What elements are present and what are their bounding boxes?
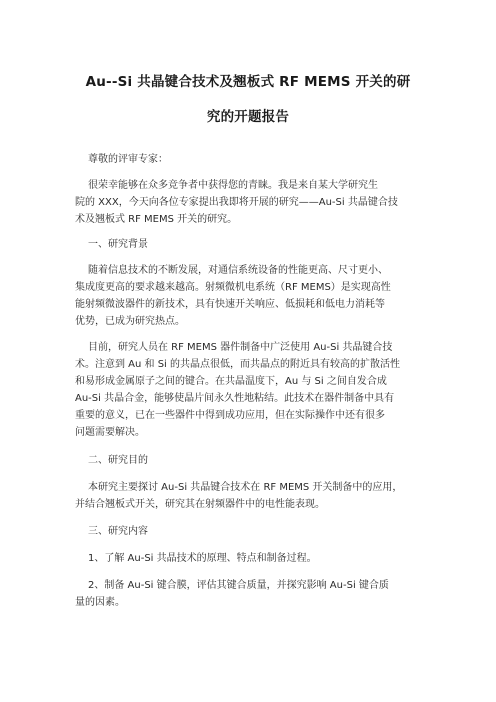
- background-para2-line: 和易形成金属原子之间的键合。在共晶温度下，Au 与 Si 之间自发合成: [75, 376, 387, 387]
- background-para2-line: Au-Si 共晶合金，能够使晶片间永久性地粘结。此技术在器件制备中具有: [75, 393, 395, 404]
- greeting: 尊敬的评审专家：: [88, 154, 168, 165]
- section-heading-background: 一、研究背景: [88, 239, 148, 250]
- report-title-line-1: Au--Si 共晶键合技术及翘板式 RF MEMS 开关的研: [85, 74, 411, 90]
- background-para2-line: 目前，研究人员在 RF MEMS 器件制备中广泛使用 Au-Si 共晶键合技: [88, 342, 393, 353]
- intro-line: 很荣幸能够在众多竞争者中获得您的青睐。我是来自某大学研究生: [88, 180, 378, 191]
- purpose-para-line: 并结合翘板式开关，研究其在射频器件中的电性能表现。: [75, 499, 325, 510]
- report-title-line-2: 究的开题报告: [206, 109, 290, 125]
- background-para1-line: 能射频微波器件的新技术，具有快速开关响应、低损耗和低电力消耗等: [75, 299, 385, 310]
- background-para1-line: 随着信息技术的不断发展，对通信系统设备的性能更高、尺寸更小、: [88, 265, 388, 276]
- section-heading-purpose: 二、研究目的: [88, 455, 148, 466]
- section-heading-content: 三、研究内容: [88, 526, 148, 537]
- background-para2-line: 问题需要解决。: [75, 427, 145, 438]
- background-para2-line: 术。注意到 Au 和 Si 的共晶点很低，而共晶点的附近具有较高的扩散活性: [75, 359, 401, 370]
- intro-line: 院的 XXX，今天向各位专家提出我即将开展的研究——Au-Si 共晶键合技: [75, 197, 398, 208]
- intro-line: 术及翘板式 RF MEMS 开关的研究。: [75, 214, 238, 225]
- background-para1-line: 集成度更高的要求越来越高。射频微机电系统（RF MEMS）是实现高性: [75, 282, 391, 293]
- background-para1-line: 优势，已成为研究热点。: [75, 316, 185, 327]
- content-item-2-line: 量的因素。: [75, 597, 125, 608]
- content-item-2-line: 2、制备 Au-Si 键合膜，评估其键合质量，并探究影响 Au-Si 键合质: [88, 580, 389, 591]
- purpose-para-line: 本研究主要探讨 Au-Si 共晶键合技术在 RF MEMS 开关制备中的应用，: [88, 482, 403, 493]
- background-para2-line: 重要的意义，已在一些器件中得到成功应用，但在实际操作中还有很多: [75, 410, 385, 421]
- content-item-1: 1、了解 Au-Si 共晶技术的原理、特点和制备过程。: [88, 553, 317, 564]
